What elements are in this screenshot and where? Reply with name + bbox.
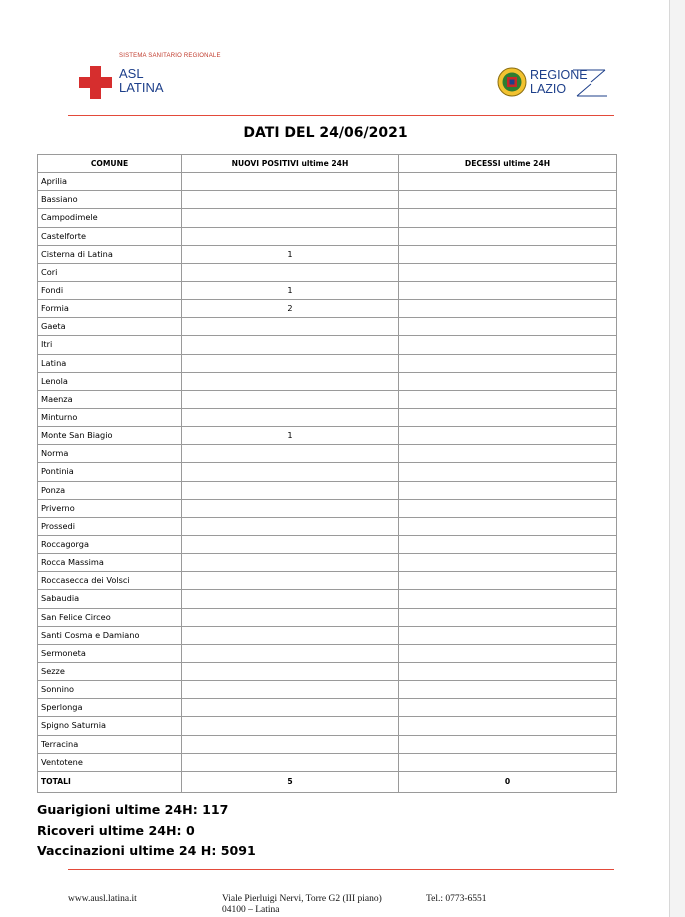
cell-positivi — [182, 753, 399, 771]
cell-decessi — [399, 173, 617, 191]
table-row — [38, 608, 617, 626]
cell-decessi — [399, 336, 617, 354]
cell-positivi — [182, 535, 399, 553]
footer-address-line2: 04100 – Latina — [222, 905, 280, 915]
table-row — [38, 191, 617, 209]
column-header-decessi: DECESSI ultime 24H — [399, 155, 617, 173]
table-row — [38, 445, 617, 463]
cell-decessi — [399, 717, 617, 735]
asl-cross-icon — [79, 66, 112, 99]
cell-comune: Latina — [38, 354, 182, 372]
cell-decessi — [399, 209, 617, 227]
cell-positivi — [182, 590, 399, 608]
cell-decessi — [399, 535, 617, 553]
cell-comune: Monte San Biagio — [38, 427, 182, 445]
cell-positivi — [182, 644, 399, 662]
table-row — [38, 336, 617, 354]
region-name-line2: LAZIO — [530, 82, 567, 96]
cell-decessi — [399, 227, 617, 245]
cell-comune: Roccasecca dei Volsci — [38, 572, 182, 590]
cell-decessi — [399, 245, 617, 263]
cell-comune: Cisterna di Latina — [38, 245, 182, 263]
regione-lazio-logo — [497, 66, 609, 100]
cell-positivi: 1 — [182, 281, 399, 299]
footer-website: www.ausl.latina.it — [68, 894, 137, 904]
table-row — [38, 300, 617, 318]
cell-comune: Priverno — [38, 499, 182, 517]
cell-comune: Campodimele — [38, 209, 182, 227]
cell-decessi — [399, 445, 617, 463]
totals-row — [38, 771, 617, 792]
cell-comune: Lenola — [38, 372, 182, 390]
cell-positivi — [182, 517, 399, 535]
cell-positivi — [182, 408, 399, 426]
cell-comune: Sabaudia — [38, 590, 182, 608]
cell-decessi — [399, 372, 617, 390]
cell-comune: Maenza — [38, 390, 182, 408]
cell-decessi — [399, 572, 617, 590]
cell-positivi — [182, 372, 399, 390]
cell-positivi — [182, 662, 399, 680]
cell-positivi — [182, 318, 399, 336]
totals-label: TOTALI — [38, 771, 182, 792]
cell-comune: Spigno Saturnia — [38, 717, 182, 735]
column-header-positivi: NUOVI POSITIVI ultime 24H — [182, 155, 399, 173]
cell-decessi — [399, 281, 617, 299]
table-row — [38, 318, 617, 336]
cell-positivi — [182, 499, 399, 517]
table-row — [38, 590, 617, 608]
cell-positivi — [182, 209, 399, 227]
cell-decessi — [399, 499, 617, 517]
column-header-comune: COMUNE — [38, 155, 182, 173]
cell-comune: Sezze — [38, 662, 182, 680]
cell-positivi — [182, 354, 399, 372]
footer-address-line1: Viale Pierluigi Nervi, Torre G2 (III piano) — [222, 894, 382, 904]
table-row — [38, 572, 617, 590]
asl-name — [119, 67, 164, 95]
cell-decessi — [399, 427, 617, 445]
table-row — [38, 427, 617, 445]
table-row — [38, 699, 617, 717]
table-row — [38, 281, 617, 299]
totals-positivi: 5 — [182, 771, 399, 792]
cell-positivi — [182, 263, 399, 281]
cell-comune: Ventotene — [38, 753, 182, 771]
cell-positivi — [182, 463, 399, 481]
cell-decessi — [399, 699, 617, 717]
cell-positivi — [182, 336, 399, 354]
asl-name-line1: ASL — [119, 66, 144, 81]
header-rule — [68, 115, 614, 116]
cell-decessi — [399, 681, 617, 699]
cell-decessi — [399, 517, 617, 535]
table-row — [38, 390, 617, 408]
table-row — [38, 263, 617, 281]
table-row — [38, 354, 617, 372]
table-row — [38, 463, 617, 481]
cell-positivi — [182, 717, 399, 735]
cell-comune: Sperlonga — [38, 699, 182, 717]
cell-decessi — [399, 626, 617, 644]
cell-decessi — [399, 644, 617, 662]
cell-positivi — [182, 608, 399, 626]
cell-comune: Fondi — [38, 281, 182, 299]
cell-decessi — [399, 300, 617, 318]
cell-positivi: 1 — [182, 245, 399, 263]
cell-comune: Prossedi — [38, 517, 182, 535]
cell-decessi — [399, 191, 617, 209]
cell-decessi — [399, 354, 617, 372]
cell-comune: San Felice Circeo — [38, 608, 182, 626]
cell-decessi — [399, 590, 617, 608]
table-header-row — [38, 155, 617, 173]
table-row — [38, 662, 617, 680]
cell-positivi — [182, 445, 399, 463]
cell-comune: Gaeta — [38, 318, 182, 336]
cell-comune: Bassiano — [38, 191, 182, 209]
cell-positivi: 1 — [182, 427, 399, 445]
cell-positivi — [182, 173, 399, 191]
cell-positivi — [182, 681, 399, 699]
table-row — [38, 481, 617, 499]
cell-decessi — [399, 554, 617, 572]
region-name-line1: REGIONE — [530, 68, 588, 82]
asl-name-line2: LATINA — [119, 80, 164, 95]
cell-comune: Ponza — [38, 481, 182, 499]
table-row — [38, 626, 617, 644]
guarigioni-stat: Guarigioni ultime 24H: 117 — [37, 802, 229, 817]
cell-decessi — [399, 662, 617, 680]
table-row — [38, 717, 617, 735]
footer-address — [222, 894, 382, 916]
page-title: DATI DEL 24/06/2021 — [243, 125, 408, 141]
cell-positivi — [182, 554, 399, 572]
cell-comune: Santi Cosma e Damiano — [38, 626, 182, 644]
cell-decessi — [399, 390, 617, 408]
cell-comune: Castelforte — [38, 227, 182, 245]
table-row — [38, 644, 617, 662]
cell-positivi — [182, 390, 399, 408]
cell-comune: Sonnino — [38, 681, 182, 699]
footer-phone: Tel.: 0773-6551 — [426, 894, 487, 904]
cell-positivi — [182, 626, 399, 644]
table-row — [38, 372, 617, 390]
totals-decessi: 0 — [399, 771, 617, 792]
cell-decessi — [399, 753, 617, 771]
table-row — [38, 209, 617, 227]
table-row — [38, 245, 617, 263]
summary-stats — [37, 800, 256, 862]
cell-decessi — [399, 481, 617, 499]
cell-positivi — [182, 735, 399, 753]
cell-comune: Minturno — [38, 408, 182, 426]
cell-comune: Roccagorga — [38, 535, 182, 553]
cell-comune: Itri — [38, 336, 182, 354]
table-row — [38, 681, 617, 699]
cell-positivi — [182, 481, 399, 499]
table-row — [38, 408, 617, 426]
cell-comune: Rocca Massima — [38, 554, 182, 572]
cell-decessi — [399, 735, 617, 753]
cell-positivi — [182, 227, 399, 245]
asl-system-label: SISTEMA SANITARIO REGIONALE — [119, 53, 221, 59]
cell-comune: Cori — [38, 263, 182, 281]
cell-comune: Pontinia — [38, 463, 182, 481]
cell-decessi — [399, 463, 617, 481]
cell-positivi: 2 — [182, 300, 399, 318]
lazio-emblem-icon — [497, 66, 527, 98]
lazio-decor-lines — [573, 66, 609, 100]
table-row — [38, 753, 617, 771]
table-row — [38, 227, 617, 245]
cell-positivi — [182, 699, 399, 717]
table-row — [38, 517, 617, 535]
footer-rule — [68, 869, 614, 870]
cell-comune: Terracina — [38, 735, 182, 753]
table-row — [38, 499, 617, 517]
cell-decessi — [399, 408, 617, 426]
cell-comune: Formia — [38, 300, 182, 318]
cell-comune: Aprilia — [38, 173, 182, 191]
cell-comune: Sermoneta — [38, 644, 182, 662]
cell-positivi — [182, 191, 399, 209]
page-edge — [669, 0, 685, 917]
table-row — [38, 735, 617, 753]
vaccinazioni-stat: Vaccinazioni ultime 24 H: 5091 — [37, 843, 256, 858]
table-row — [38, 554, 617, 572]
ricoveri-stat: Ricoveri ultime 24H: 0 — [37, 822, 195, 838]
table-row — [38, 173, 617, 191]
table-row — [38, 535, 617, 553]
cell-positivi — [182, 572, 399, 590]
cell-decessi — [399, 263, 617, 281]
covid-data-table — [37, 154, 617, 793]
cell-decessi — [399, 318, 617, 336]
cell-decessi — [399, 608, 617, 626]
cell-comune: Norma — [38, 445, 182, 463]
